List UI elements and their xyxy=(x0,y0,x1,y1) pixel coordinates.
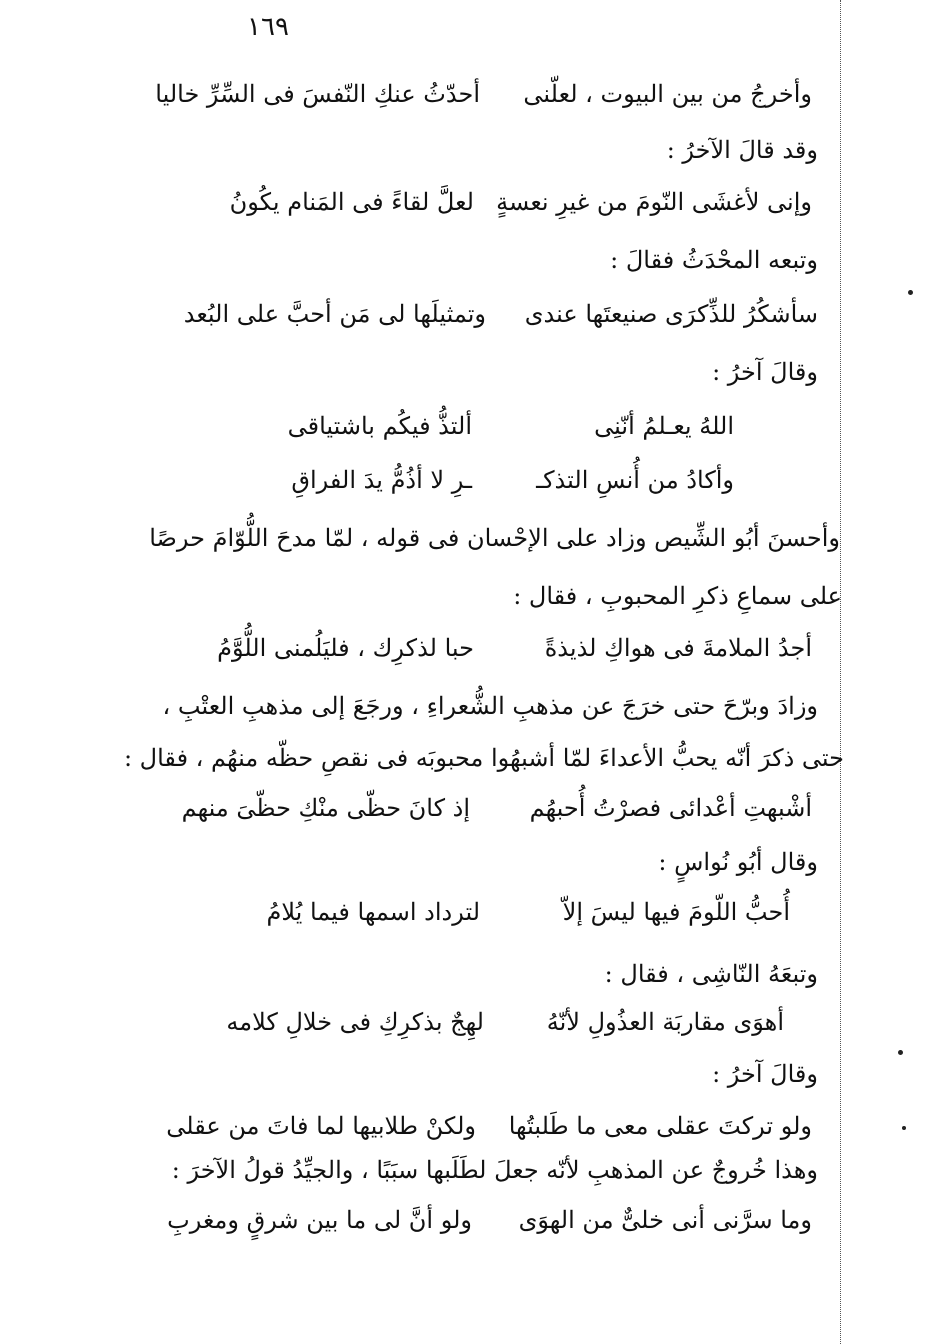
verse-second-hemistich: لهِجٌ بذكرِكِ فى خلالِ كلامه xyxy=(226,1008,484,1036)
verse-first-hemistich: وما سرَّنى أنى خلىٌّ من الهوَى xyxy=(518,1206,812,1234)
verse-line xyxy=(226,1006,784,1038)
verse-line xyxy=(291,464,734,496)
verse-first-hemistich: أهوَى مقاربَة العذُولِ لأنّهُ xyxy=(546,1008,784,1036)
verse-first-hemistich: ولو تركتَ عقلى معى ما طَلبتُها xyxy=(508,1112,812,1140)
verse-second-hemistich: وتمثيلَها لى مَن أحبَّ على البُعد xyxy=(183,300,486,328)
verse-line xyxy=(266,896,790,928)
verse-second-hemistich: ألتذُّ فيكُم باشتياقى xyxy=(287,412,472,440)
verse-first-hemistich: وإنى لأغشَى النّومَ من غيرِ نعسةٍ xyxy=(496,188,812,216)
verse-line xyxy=(217,632,812,664)
verse-line xyxy=(288,410,734,442)
verse-first-hemistich: أشْبهتِ أعْدائى فصرْتُ أُحبهُم xyxy=(529,794,812,822)
prose-line: حتى ذكرَ أنّه يحبُّ الأعداءَ لمّا أشبهُوا محبوبَه فى نقصِ حظّه منهُم ، فقال : xyxy=(123,744,844,772)
verse-second-hemistich: إذ كانَ حظّى منْكِ حظّىَ منهم xyxy=(181,794,470,822)
scan-speck xyxy=(908,290,913,295)
verse-line xyxy=(166,1110,812,1142)
prose-line: وقد قالَ الآخرُ : xyxy=(666,136,818,164)
prose-line: وزادَ وبرّحَ حتى خرَجَ عن مذهبِ الشُّعراءِ ، ورجَعَ إلى مذهبِ العتْبِ ، xyxy=(162,692,818,720)
page-number: ١٦٩ xyxy=(247,12,289,42)
verse-line xyxy=(167,1204,812,1236)
verse-second-hemistich: لترداد اسمها فيما يُلامُ xyxy=(266,898,480,926)
prose-line: على سماعِ ذكرِ المحبوبِ ، فقال : xyxy=(513,582,842,610)
verse-line xyxy=(184,298,818,330)
verse-second-hemistich: ولكنْ طلابيها لما فاتَ من عقلى xyxy=(166,1112,476,1140)
page-edge-rule xyxy=(840,0,841,1344)
verse-first-hemistich: أُحبُّ اللّومَ فيها ليسَ إلاّ xyxy=(562,898,790,926)
verse-second-hemistich: لعلَّ لقاءً فى المَنام يكُونُ xyxy=(229,188,474,216)
prose-line: وقالَ آخرُ : xyxy=(712,1060,818,1088)
verse-first-hemistich: أجدُ الملامةَ فى هواكِ لذيذةً xyxy=(544,634,812,662)
verse-second-hemistich: أحدّثُ عنكِ النّفسَ فى السِّرِّ خاليا xyxy=(155,80,480,108)
verse-first-hemistich: وأخرجُ من بين البيوت ، لعلّنى xyxy=(523,80,812,108)
verse-line xyxy=(230,186,812,218)
prose-line: وهذا خُروجٌ عن المذهبِ لأنّه جعلَ لطَلَبها سبَبًا ، والجيِّدُ قولُ الآخرَ : xyxy=(171,1156,818,1184)
prose-line: وقال أبُو نُواسٍ : xyxy=(658,848,818,876)
prose-line: وقالَ آخرُ : xyxy=(712,358,818,386)
scan-speck xyxy=(898,1050,903,1055)
verse-line xyxy=(182,792,812,824)
verse-first-hemistich: اللهُ يعـلمُ أنّنِى xyxy=(594,412,734,440)
prose-line: وتبعَهُ النّاشِى ، فقال : xyxy=(604,960,818,988)
verse-first-hemistich: وأكادُ من أُنسِ التذكـ xyxy=(536,466,734,494)
verse-second-hemistich: ـرِ لا أذُمُّ يدَ الفراقِ xyxy=(291,466,472,494)
verse-line xyxy=(155,78,812,110)
prose-line: وتبعه المحْدَثُ فقالَ : xyxy=(610,246,818,274)
verse-second-hemistich: حبا لذكرِك ، فليَلُمنى اللُّوَّمُ xyxy=(217,634,474,662)
prose-line: وأحسنَ أبُو الشِّيص وزاد على الإحْسان فى قوله ، لمّا مدحَ اللُّوّامَ حرصًا xyxy=(149,524,840,552)
verse-second-hemistich: ولو أنَّ لى ما بين شرقٍ ومغربِ xyxy=(167,1206,472,1234)
scan-speck xyxy=(902,1126,906,1130)
verse-first-hemistich: سأشكُرُ للذِّكرَى صنيعتَها عندى xyxy=(524,300,818,328)
